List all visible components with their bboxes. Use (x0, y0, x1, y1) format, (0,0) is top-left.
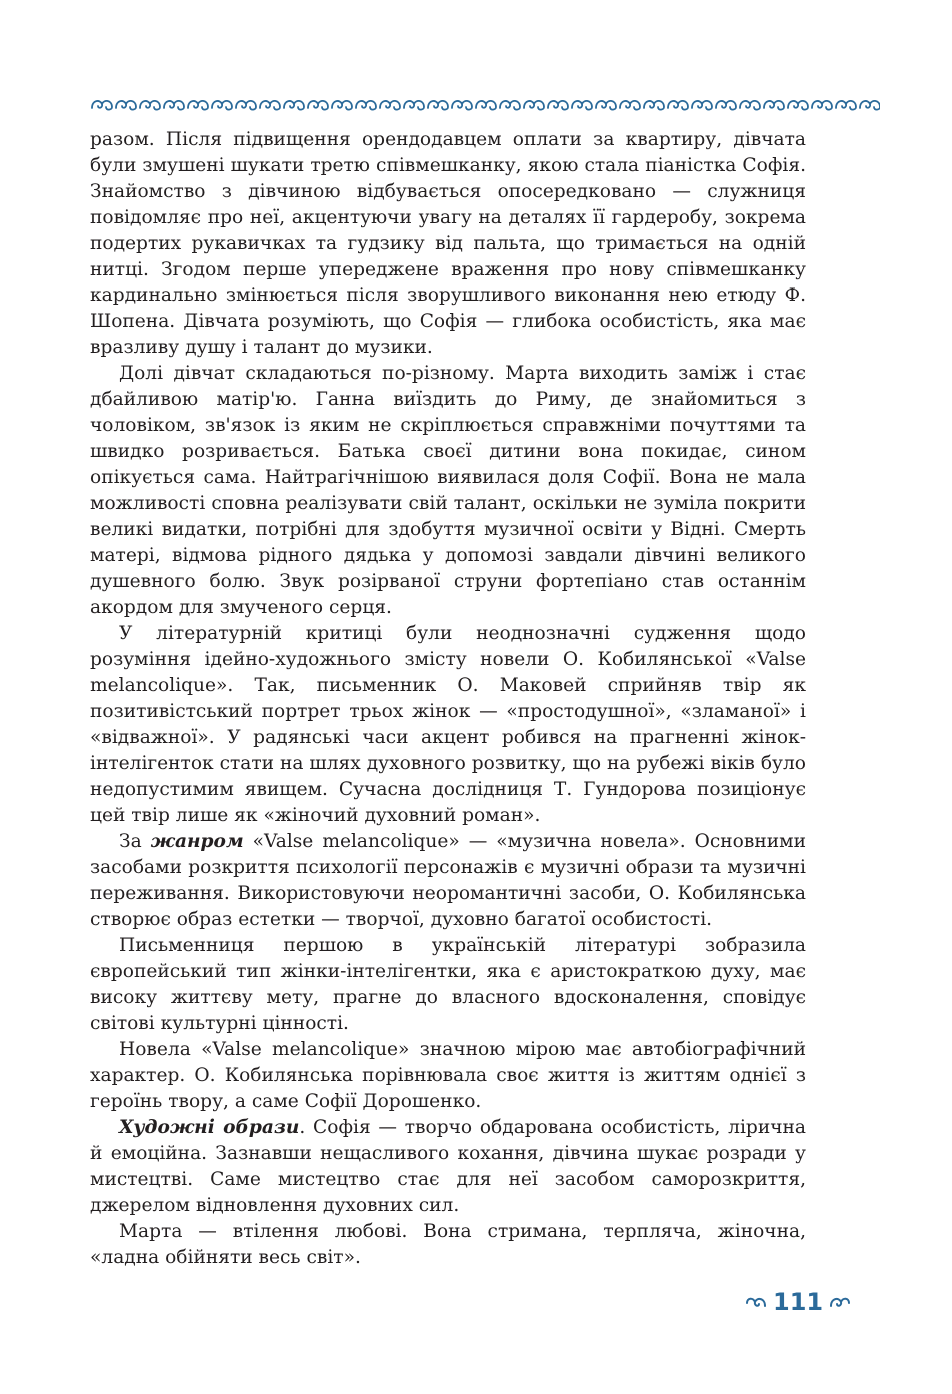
swirl-ornament-icon (692, 101, 712, 110)
paragraph (90, 621, 806, 829)
page-number: 111 (773, 1288, 824, 1316)
swirl-left-icon (745, 1294, 767, 1310)
swirl-ornament-icon (188, 101, 208, 110)
paragraph-text: Долі дівчат складаються по-різному. Марта виходить заміж і стає дбайливою матір'ю. Ганна виїздить до Риму, де знайомиться з чоловіком, зв'язок із яким не скріплюється справжніми почуттями та швидко розривається. Батька своєї дитини вона покидає, сином опікується сама. Найтрагічнішою виявилася доля Софії. Вона не мала можливості сповна реалізувати свій талант, оскільки не зуміла покрити великі видатки, потрібні для здобуття музичної освіти у Відні. Смерть матері, відмова рідного дядька у допомозі завдали дівчині великого душевного болю. Звук розірваної струни фортепіано став останнім акордом для змученого серця. (90, 363, 806, 618)
paragraph (90, 1037, 806, 1115)
swirl-ornament-icon (116, 101, 136, 110)
swirl-ornament-icon (476, 101, 496, 110)
swirl-ornament-icon (500, 101, 520, 110)
swirl-ornament-icon (572, 101, 592, 110)
swirl-ornament-icon (668, 101, 688, 110)
page-body-text (90, 127, 806, 1271)
swirl-ornament-icon (452, 101, 472, 110)
swirl-ornament-icon (164, 101, 184, 110)
swirl-ornament-icon (716, 101, 736, 110)
swirl-right-icon (829, 1294, 851, 1310)
swirl-ornament-icon (860, 101, 880, 110)
swirl-ornament-icon (92, 101, 112, 110)
swirl-ornament-icon (524, 101, 544, 110)
paragraph (90, 1219, 806, 1271)
swirl-ornament-icon (404, 101, 424, 110)
emphasized-term: Художні образи (119, 1117, 300, 1138)
paragraph (90, 933, 806, 1037)
paragraph-text: Марта — втілення любові. Вона стримана, терпляча, жіночна, «ладна обійняти весь світ». (90, 1221, 806, 1268)
swirl-ornament-icon (428, 101, 448, 110)
swirl-ornament-icon (212, 101, 232, 110)
paragraph (90, 1115, 806, 1219)
swirl-ornament-icon (332, 101, 352, 110)
swirl-ornament-icon (788, 101, 808, 110)
paragraph-text: . Софія — творчо обдарована особистість, лірична й емоційна. Зазнавши нещасливого кохання, дівчина шукає розради у мистецтві. Саме мистецтво стає для неї засобом саморозкриття, джерелом відновлення духовних сил. (90, 1117, 806, 1216)
swirl-ornament-icon (812, 101, 832, 110)
page-footer (745, 1286, 851, 1318)
paragraph (90, 829, 806, 933)
swirl-ornament-icon (380, 101, 400, 110)
swirl-ornament-icon (740, 101, 760, 110)
swirl-ornament-icon (548, 101, 568, 110)
paragraph-text: Новела «Valse melancolique» значною мірою має автобіографічний характер. О. Кобилянська порівнювала своє життя із життям однієї з героїнь твору, а саме Софії Дорошенко. (90, 1039, 806, 1112)
swirl-ornament-icon (596, 101, 616, 110)
paragraph-text: разом. Після підвищення орендодавцем оплати за квартиру, дівчата були змушені шукати третю співмешканку, якою стала піаністка Софія. Знайомство з дівчиною відбувається опосередковано — служниця повідомляє про неї, акцентуючи увагу на деталях її гардеробу, зокрема подертих рукавичках та гудзику від пальта, що тримається на одній нитці. Згодом перше упереджене враження про нову співмешканку кардинально змінюється після зворушливого виконання нею етюду Ф. Шопена. Дівчата розуміють, що Софія — глибока особистість, яка має вразливу душу і талант до музики. (90, 129, 806, 358)
swirl-ornament-icon (284, 101, 304, 110)
paragraph-text: У літературній критиці були неоднозначні судження щодо розуміння ідейно-художнього змісту новели О. Кобилянської «Valse melancolique». Так, письменник О. Маковей сприйняв твір як позитивістський портрет трьох жінок — «простодушної», «зламаної» і «відважної». У радянські часи акцент робився на прагненні жінок-інтелігенток стати на шлях духовного розвитку, що на рубежі віків було недопустимим явищем. Сучасна дослідниця Т. Гундорова позиціонує цей твір лише як «жіночий духовний роман». (90, 623, 806, 826)
swirl-ornament-icon (764, 101, 784, 110)
swirl-ornament-icon (308, 101, 328, 110)
swirl-ornament-icon (644, 101, 664, 110)
swirl-ornament-border (90, 96, 880, 114)
swirl-ornament-icon (620, 101, 640, 110)
emphasized-term: жанром (150, 831, 244, 852)
paragraph (90, 361, 806, 621)
paragraph-text: Письменниця першою в українській літературі зобразила європейський тип жінки-інтелігентки, яка є аристократкою духу, має високу життєву мету, прагне до власного вдосконалення, сповідує світові культурні цінності. (90, 935, 806, 1034)
swirl-ornament-icon (836, 101, 856, 110)
paragraph-text: «Valse melancolique» — «музична новела». Основними засобами розкриття психології персонажів є музичні образи та музичні переживання. Використовуючи неоромантичні засоби, О. Кобилянська створює образ естетки — творчої, духовно багатої особистості. (90, 831, 806, 930)
swirl-ornament-icon (236, 101, 256, 110)
swirl-ornament-icon (260, 101, 280, 110)
swirl-ornament-icon (140, 101, 160, 110)
swirl-ornament-icon (356, 101, 376, 110)
paragraph-text: За (119, 831, 151, 852)
paragraph (90, 127, 806, 361)
